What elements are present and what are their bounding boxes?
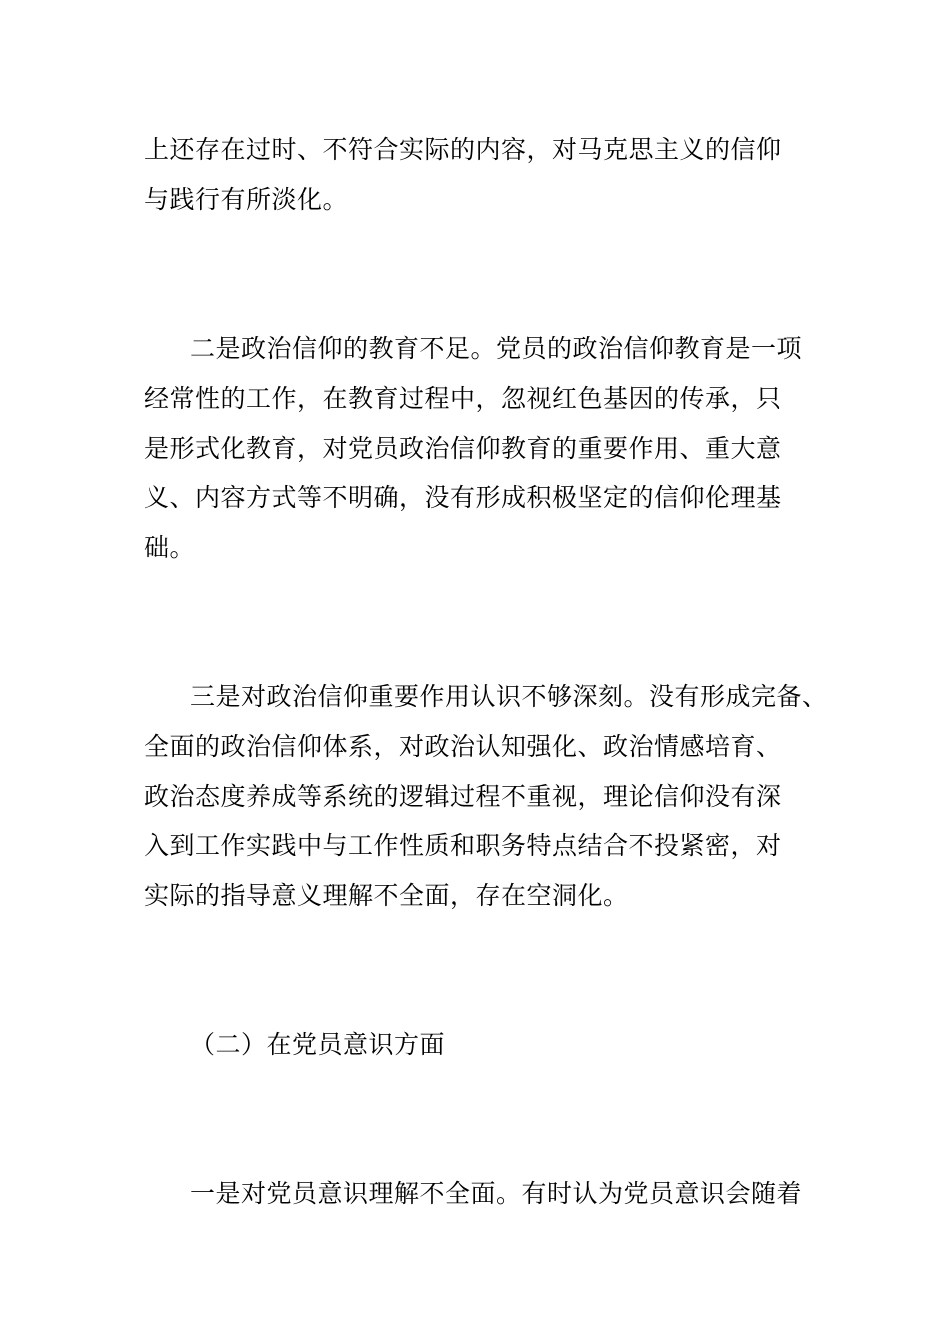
paragraph-2-line-2: 经常性的工作，在教育过程中，忽视红色基因的传承，只 [144, 384, 782, 413]
paragraph-1-line-1: 上还存在过时、不符合实际的内容，对马克思主义的信仰 [144, 135, 782, 164]
section-heading: （二）在党员意识方面 [190, 1030, 446, 1059]
paragraph-3-line-2: 全面的政治信仰体系，对政治认知强化、政治情感培育、 [144, 732, 782, 761]
paragraph-3-line-5: 实际的指导意义理解不全面，存在空洞化。 [144, 881, 629, 910]
paragraph-1-line-2: 与践行有所淡化。 [144, 185, 349, 214]
paragraph-2-line-5: 础。 [144, 533, 196, 562]
paragraph-2-line-1: 二是政治信仰的教育不足。党员的政治信仰教育是一项 [190, 334, 803, 363]
paragraph-3-line-1: 三是对政治信仰重要作用认识不够深刻。没有形成完备、 [190, 682, 828, 711]
paragraph-3-line-4: 入到工作实践中与工作性质和职务特点结合不投紧密，对 [144, 831, 782, 860]
paragraph-2-line-3: 是形式化教育，对党员政治信仰教育的重要作用、重大意 [144, 434, 782, 463]
paragraph-2-line-4: 义、内容方式等不明确，没有形成积极坚定的信仰伦理基 [144, 483, 782, 512]
paragraph-4-line-1: 一是对党员意识理解不全面。有时认为党员意识会随着 [190, 1179, 803, 1208]
paragraph-3-line-3: 政治态度养成等系统的逻辑过程不重视，理论信仰没有深 [144, 782, 782, 811]
